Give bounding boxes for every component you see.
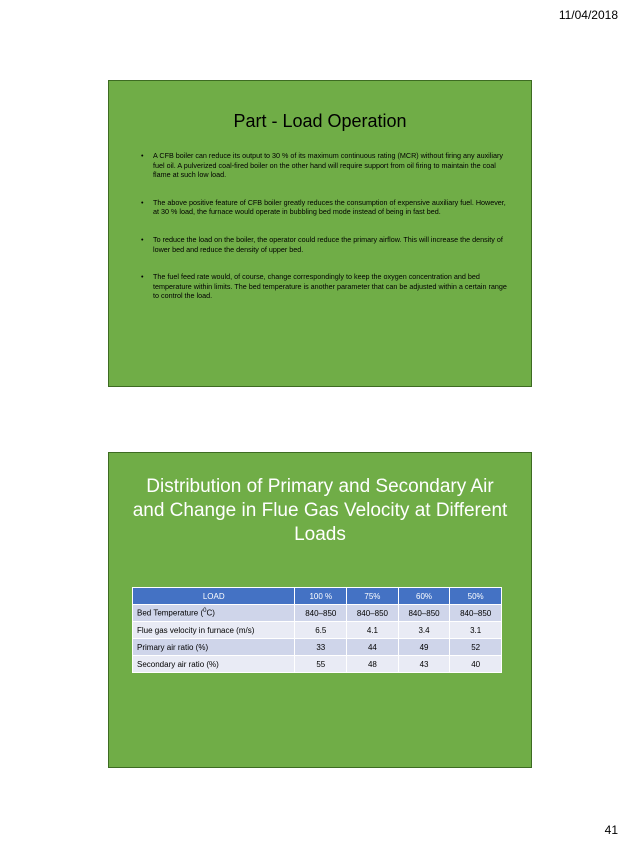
table-header-cell: LOAD [133, 588, 295, 605]
slide-air-distribution [108, 452, 532, 768]
slide-title: Distribution of Primary and Secondary Air and Change in Flue Gas Velocity at Different Loads [132, 476, 508, 545]
row-label: Secondary air ratio (%) [133, 656, 295, 673]
bullet-item [141, 151, 511, 180]
bullet-text: To reduce the load on the boiler, the operator could reduce the primary airflow. This will increase the density of lower bed and reduce the density of upper bed. [153, 234, 503, 254]
bullet-marker: • [141, 151, 144, 160]
table-header-cell: 100 % [295, 588, 347, 605]
row-label [133, 605, 295, 622]
table-row [133, 639, 502, 656]
slide-title: Part - Load Operation [233, 111, 407, 131]
table-cell: 33 [295, 639, 347, 656]
load-data-table [132, 587, 502, 673]
page-date: 11/04/2018 [558, 8, 618, 22]
bullet-list [141, 151, 511, 319]
table-cell: 840–850 [450, 605, 502, 622]
table-cell: 55 [295, 656, 347, 673]
bullet-item [141, 235, 511, 254]
table-header-cell: 60% [398, 588, 450, 605]
bullet-text: A CFB boiler can reduce its output to 30 % of its maximum continuous rating (MCR) without firing any auxiliary fuel oil. A pulverized coal-fired boiler on the other hand will require support from oil firing to maintain the coal flame at such low load. [153, 151, 503, 180]
table-cell: 52 [450, 639, 502, 656]
superscript: 0 [203, 608, 207, 615]
table-cell: 40 [450, 656, 502, 673]
table-cell: 44 [347, 639, 399, 656]
row-label-text: Bed Temperature ( [137, 608, 204, 618]
bullet-text: The above positive feature of CFB boiler greatly reduces the consumption of expensive auxiliary fuel. However, at 30 % load, the furnace would operate in bubbling bed mode instead of being in fast bed. [153, 197, 506, 217]
table-cell: 49 [398, 639, 450, 656]
bullet-text: The fuel feed rate would, of course, change correspondingly to keep the oxygen concentration and bed temperature within limits. The bed temperature is another parameter that can be adjusted within a certain range to control the load. [153, 272, 507, 301]
table-cell: 3.1 [450, 622, 502, 639]
row-label: Flue gas velocity in furnace (m/s) [133, 622, 295, 639]
table-cell: 4.1 [347, 622, 399, 639]
table-row [133, 605, 502, 622]
table-cell: 6.5 [295, 622, 347, 639]
bullet-item [141, 198, 511, 217]
bullet-item [141, 272, 511, 301]
row-label: Primary air ratio (%) [133, 639, 295, 656]
bullet-marker: • [141, 234, 144, 244]
slide-part-load-operation [108, 80, 532, 387]
table-header-cell: 75% [347, 588, 399, 605]
table-cell: 840–850 [398, 605, 450, 622]
table-row [133, 622, 502, 639]
table-cell: 840–850 [295, 605, 347, 622]
table-row [133, 656, 502, 673]
bullet-marker: • [141, 272, 144, 282]
bullet-marker: • [141, 197, 144, 207]
row-label-text: C) [206, 608, 215, 618]
table-cell: 43 [398, 656, 450, 673]
table-cell: 840–850 [347, 605, 399, 622]
table-header-cell: 50% [450, 588, 502, 605]
table-header-row [133, 588, 502, 605]
table-cell: 3.4 [398, 622, 450, 639]
page-number: 41 [604, 823, 618, 837]
table-cell: 48 [347, 656, 399, 673]
